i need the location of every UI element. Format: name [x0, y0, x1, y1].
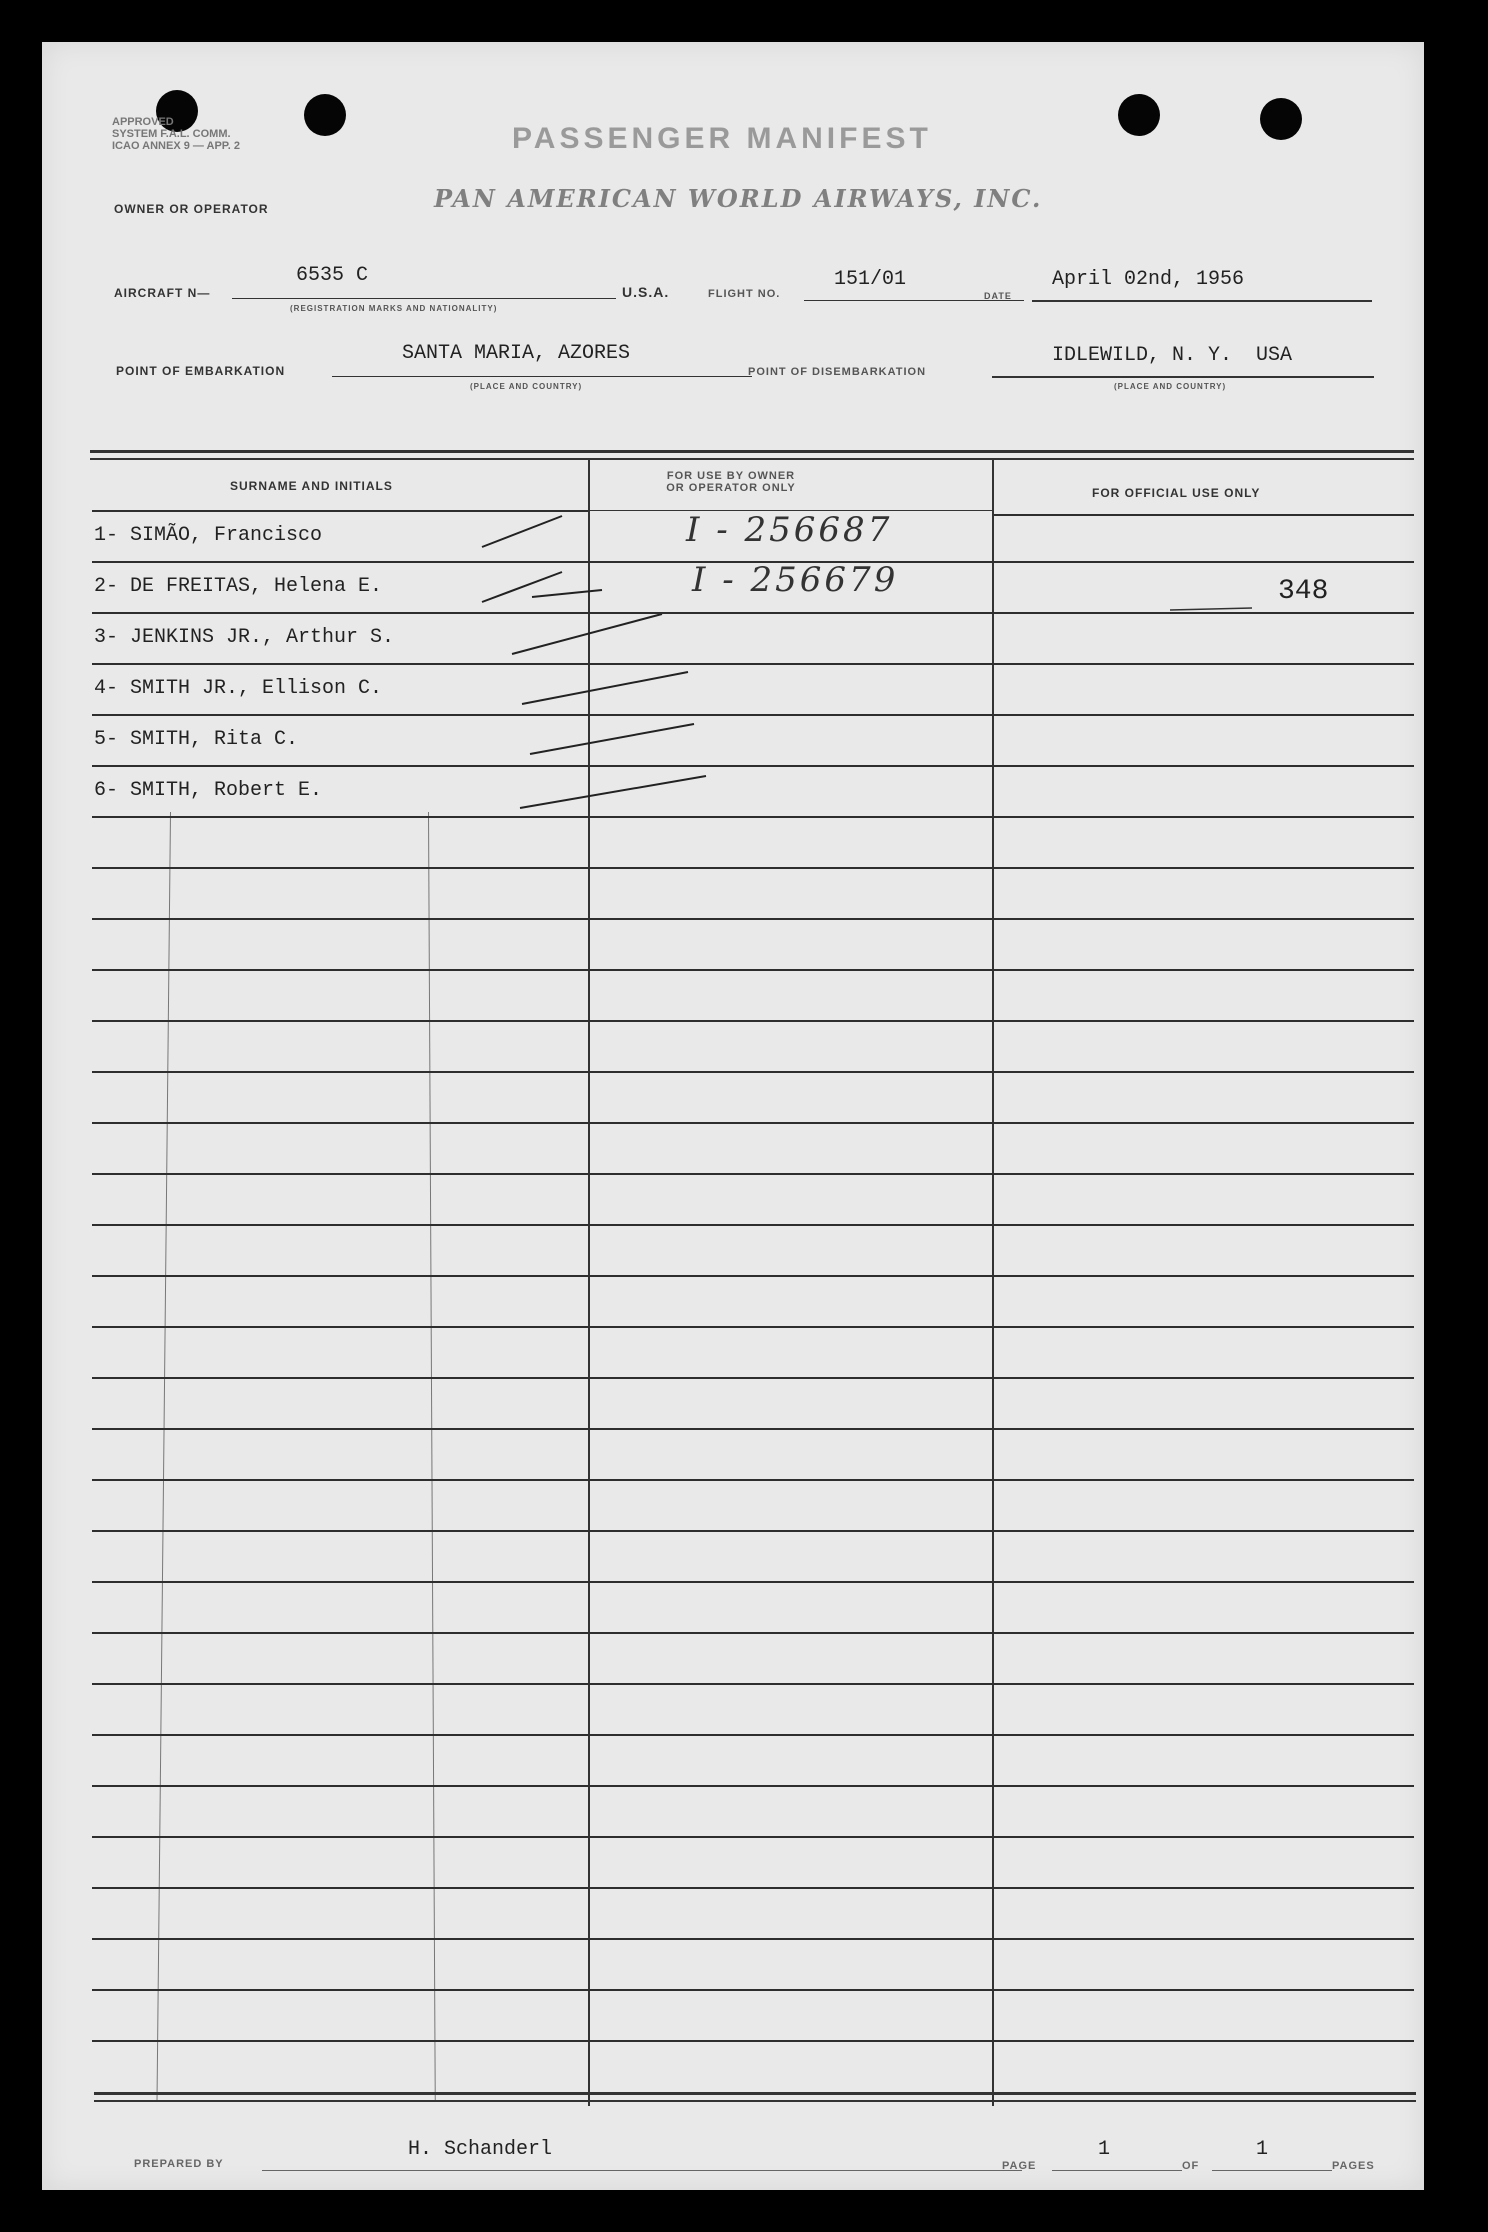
table-row-line — [92, 1428, 1414, 1430]
pen-tick-icon — [482, 572, 602, 602]
table-row-line — [92, 765, 1414, 767]
owner-label: OWNER OR OPERATOR — [114, 202, 269, 216]
table-row-line — [92, 816, 1414, 818]
table-row-line — [92, 1734, 1414, 1736]
table-row-line — [92, 1683, 1414, 1685]
pen-tick-marks — [42, 42, 1424, 2190]
embarkation-value: SANTA MARIA, AZORES — [402, 342, 631, 365]
approval-line: APPROVED — [112, 116, 174, 128]
passenger-name: 3- JENKINS JR., Arthur S. — [94, 626, 395, 649]
passenger-name: 5- SMITH, Rita C. — [94, 728, 299, 751]
pages-value: 1 — [1256, 2138, 1269, 2161]
of-label: OF — [1182, 2160, 1200, 2172]
passenger-name: 6- SMITH, Robert E. — [94, 779, 323, 802]
form-title: PASSENGER MANIFEST — [512, 122, 932, 155]
table-row-line — [92, 2040, 1414, 2042]
table-row-line — [92, 1581, 1414, 1583]
passenger-name: 1- SIMÃO, Francisco — [94, 524, 323, 547]
table-row-line — [92, 663, 1414, 665]
registration-caption: (REGISTRATION MARKS AND NATIONALITY) — [290, 304, 498, 313]
table-row-line — [92, 867, 1414, 869]
pen-underline-icon — [1170, 608, 1252, 610]
usa-label: U.S.A. — [622, 284, 670, 300]
aircraft-label: AIRCRAFT N— — [114, 286, 211, 300]
page-value: 1 — [1098, 2138, 1111, 2161]
prepared-by-value: H. Schanderl — [408, 2138, 553, 2161]
table-row-line — [92, 1632, 1414, 1634]
table-row-line — [92, 1785, 1414, 1787]
table-row-line — [92, 1479, 1414, 1481]
table-row-line — [92, 1989, 1414, 1991]
pen-tick-icon — [530, 724, 694, 754]
table-row-line — [92, 969, 1414, 971]
prepared-by-label: PREPARED BY — [134, 2158, 224, 2170]
pen-tick-icon — [522, 672, 688, 704]
passenger-name: 2- DE FREITAS, Helena E. — [94, 575, 383, 598]
table-row-line — [92, 1275, 1414, 1277]
table-bottom-rule — [94, 2092, 1416, 2095]
approval-line: SYSTEM F.A.L. COMM. — [112, 128, 231, 140]
date-label: DATE — [984, 291, 1012, 301]
owner-value: PAN AMERICAN WORLD AIRWAYS, INC. — [434, 184, 1043, 213]
table-row-line — [92, 1020, 1414, 1022]
table-row-line — [92, 1887, 1414, 1889]
page-label: PAGE — [1002, 2160, 1037, 2172]
embarkation-caption: (PLACE AND COUNTRY) — [470, 382, 583, 391]
flight-value: 151/01 — [834, 268, 907, 291]
table-row-line — [92, 561, 1414, 563]
official-value: 348 — [1278, 576, 1329, 607]
flight-label: FLIGHT NO. — [708, 288, 781, 300]
aircraft-value: 6535 C — [296, 264, 369, 287]
disembarkation-caption: (PLACE AND COUNTRY) — [1114, 382, 1227, 391]
table-row-line — [92, 1938, 1414, 1940]
manifest-page — [42, 42, 1424, 2190]
owner-number: I - 256687 — [686, 510, 893, 550]
header-official-use: FOR OFFICIAL USE ONLY — [1092, 486, 1261, 500]
table-row-line — [92, 510, 588, 512]
table-row-line — [92, 1122, 1414, 1124]
date-value: April 02nd, 1956 — [1052, 268, 1245, 291]
table-row-line — [92, 1224, 1414, 1226]
table-row-line — [92, 714, 1414, 716]
pages-label: PAGES — [1332, 2160, 1375, 2172]
disembarkation-label: POINT OF DISEMBARKATION — [748, 366, 927, 378]
header-surname: SURNAME AND INITIALS — [230, 479, 393, 493]
table-row-line — [92, 1173, 1414, 1175]
table-row-line — [92, 1071, 1414, 1073]
embarkation-label: POINT OF EMBARKATION — [116, 364, 286, 378]
pen-tick-icon — [512, 614, 662, 654]
owner-number: I - 256679 — [692, 560, 899, 600]
disembarkation-value: IDLEWILD, N. Y. USA — [1052, 344, 1293, 367]
table-row-line — [92, 612, 1414, 614]
header-owner-use: FOR USE BY OWNER OR OPERATOR ONLY — [666, 470, 796, 494]
pen-tick-icon — [482, 516, 562, 547]
table-row-line — [92, 1377, 1414, 1379]
table-row-line — [92, 1326, 1414, 1328]
pen-tick-icon — [520, 776, 706, 808]
approval-line: ICAO ANNEX 9 — APP. 2 — [112, 140, 240, 152]
table-row-line — [92, 918, 1414, 920]
passenger-name: 4- SMITH JR., Ellison C. — [94, 677, 383, 700]
table-row-line — [92, 1530, 1414, 1532]
table-row-line — [994, 514, 1414, 516]
table-row-line — [92, 1836, 1414, 1838]
